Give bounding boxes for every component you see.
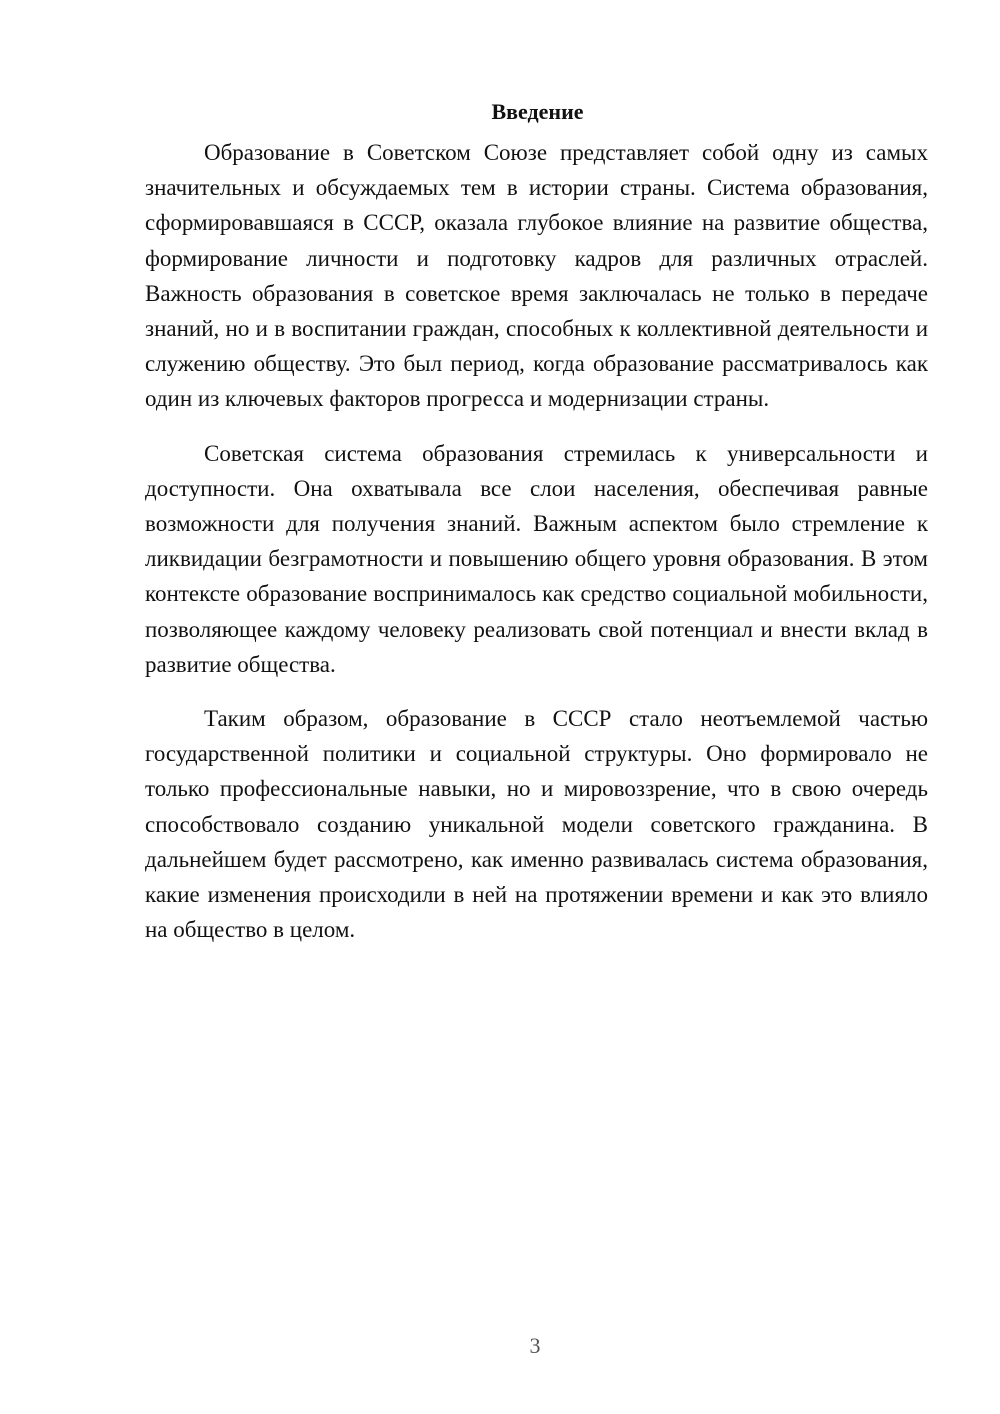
section-heading: Введение	[491, 99, 584, 124]
page-body	[145, 97, 928, 966]
paragraph-2: Советская система образования стремилась к универсальности и доступности. Она охватывала все слои населения, обеспечивая равные возможности для получения знаний. Важным аспектом было стремление к ликвидации безграмотности и повышению общего уровня образования. В этом контексте образование воспринималось как средство социальной мобильности, позволяющее каждому человеку реализовать свой потенциал и внести вклад в развитие общества.	[145, 440, 928, 677]
paragraph-1: Образование в Советском Союзе представляет собой одну из самых значительных и обсуждаемых тем в истории страны. Система образования, сформировавшаяся в СССР, оказала глубокое влияние на развитие общества, формирование личности и подготовку кадров для различных отраслей. Важность образования в советское время заключалась не только в передаче знаний, но и в воспитании граждан, способных к коллективной деятельности и служению обществу. Это был период, когда образование рассматривалось как один из ключевых факторов прогресса и модернизации страны.	[145, 140, 928, 412]
page-number: 3	[529, 1333, 541, 1358]
paragraph-3: Таким образом, образование в СССР стало неотъемлемой частью государственной политики и социальной структуры. Оно формировало не только профессиональные навыки, но и мировоззрение, что в свою очередь способствовало созданию уникальной модели советского гражданина. В дальнейшем будет рассмотрено, как именно развивалась система образования, какие изменения происходили в ней на протяжении времени и как это влияло на общество в целом.	[145, 706, 928, 943]
